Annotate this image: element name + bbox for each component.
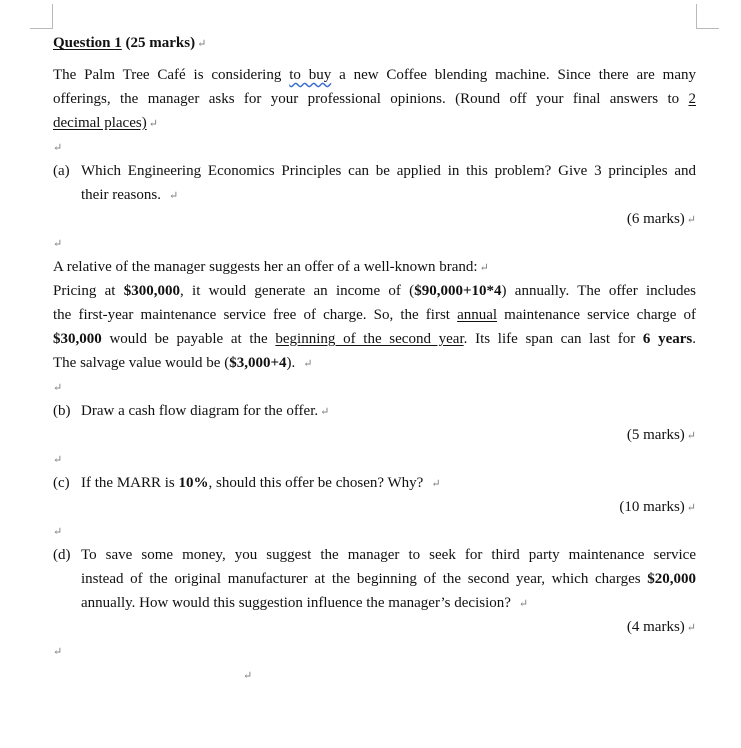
offer-line-1: A relative of the manager suggests her an offer of a well-known brand: ↵	[53, 259, 489, 275]
salvage-value: $3,000+4	[229, 355, 287, 371]
empty-paragraph	[53, 447, 696, 471]
paragraph-mark: ↵	[148, 118, 158, 130]
part-a-text-line-1: Which Engineering Economics Principles can be applied in this problem? Give 3 principles and	[81, 163, 696, 179]
paragraph-mark: ↵	[53, 382, 63, 394]
part-b-label: (b)	[53, 403, 71, 419]
intro-line-3: decimal places) ↵	[53, 115, 158, 131]
empty-paragraph	[53, 135, 696, 159]
part-a-text-line-2: their reasons. ↵	[81, 187, 179, 203]
page-corner-mark-top-left	[30, 4, 53, 29]
third-party-charge-value: $20,000	[647, 571, 696, 587]
paragraph-mark: ↵	[431, 478, 441, 490]
life-span-value: 6 years	[642, 331, 693, 347]
offer-line-2: Pricing at $300,000, it would generate an income of ($90,000+10*4) annually. The offer includes	[53, 283, 696, 299]
paragraph-mark: ↵	[243, 670, 253, 682]
empty-paragraph	[53, 519, 696, 543]
paragraph-mark: ↵	[686, 502, 696, 514]
part-d	[53, 543, 696, 567]
paragraph-mark: ↵	[303, 358, 313, 370]
spelling-flag: to buy	[289, 67, 332, 83]
page-corner-mark-top-right	[696, 4, 719, 29]
question-heading	[53, 31, 696, 55]
part-b-text: Draw a cash flow diagram for the offer.	[81, 403, 319, 419]
part-a-label: (a)	[53, 163, 70, 179]
marr-value: 10%	[178, 475, 209, 491]
offer-line-3: the first-year maintenance service free of charge. So, the first annual maintenance service charge of	[53, 307, 696, 323]
intro-line-1: The Palm Tree Café is considering to buy a new Coffee blending machine. Since there are many	[53, 67, 696, 83]
part-a	[53, 159, 696, 183]
part-b	[53, 399, 696, 423]
part-c	[53, 471, 696, 495]
income-value: $90,000+10*4	[414, 283, 502, 299]
paragraph-mark: ↵	[53, 526, 63, 538]
paragraph-mark: ↵	[53, 142, 63, 154]
paragraph-mark: ↵	[53, 238, 63, 250]
paragraph-mark: ↵	[518, 598, 529, 610]
paragraph-mark: ↵	[53, 646, 63, 658]
empty-paragraph	[53, 231, 696, 255]
empty-paragraph	[53, 375, 696, 399]
maintenance-charge-value: $30,000	[53, 331, 102, 347]
part-d-text-line-1: To save some money, you suggest the manager to seek for third party maintenance service	[81, 547, 696, 563]
part-d-text-line-2: instead of the original manufacturer at the beginning of the second year, which charges $20,000	[81, 571, 696, 587]
empty-paragraph	[53, 639, 696, 663]
paragraph-mark: ↵	[479, 262, 489, 274]
offer-line-4: $30,000 would be payable at the beginning of the second year. Its life span can last for 6 years.	[53, 331, 697, 347]
question-title: Question 1	[53, 35, 122, 51]
part-b-marks: (5 marks) ↵	[626, 427, 696, 443]
paragraph-mark: ↵	[197, 38, 207, 50]
question-total-marks: (25 marks)	[121, 35, 196, 51]
price-value: $300,000	[123, 283, 180, 299]
part-c-marks: (10 marks) ↵	[619, 499, 696, 515]
paragraph-mark: ↵	[320, 406, 330, 418]
empty-paragraph	[243, 663, 696, 687]
part-c-label: (c)	[53, 475, 70, 491]
part-c-text: If the MARR is 10%, should this offer be chosen? Why? ↵	[81, 475, 441, 491]
paragraph-mark: ↵	[686, 430, 696, 442]
paragraph-mark: ↵	[686, 214, 696, 226]
intro-line-2: offerings, the manager asks for your professional opinions. (Round off your final answers to 2	[53, 91, 696, 107]
part-d-text-line-3: annually. How would this suggestion influence the manager’s decision? ↵	[81, 595, 529, 611]
part-a-marks: (6 marks) ↵	[626, 211, 696, 227]
paragraph-mark: ↵	[168, 190, 179, 202]
offer-line-5: The salvage value would be ($3,000+4). ↵	[53, 355, 313, 371]
part-d-marks: (4 marks) ↵	[626, 619, 696, 635]
paragraph-mark: ↵	[686, 622, 696, 634]
part-d-label: (d)	[53, 547, 71, 563]
paragraph-mark: ↵	[53, 454, 63, 466]
